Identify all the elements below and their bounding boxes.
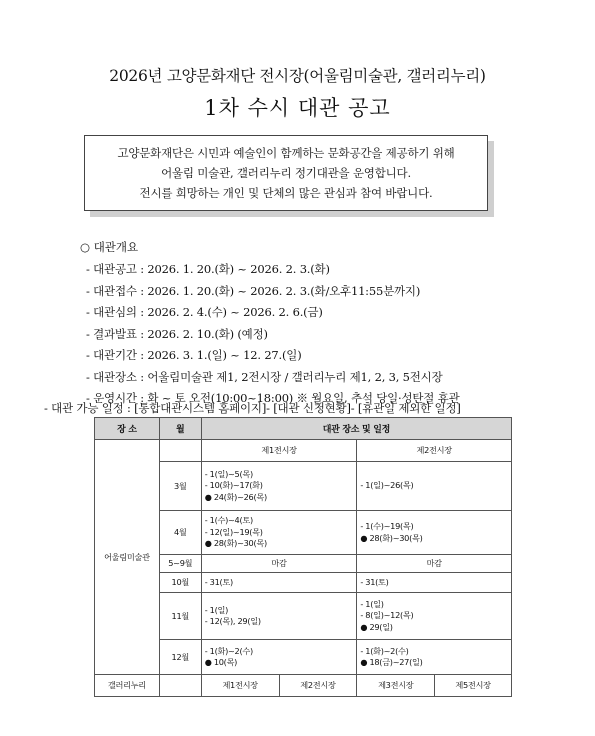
schedule-entry: - 1(수)~19(목) (360, 521, 414, 531)
schedule-entry: - 1(일) (204, 604, 228, 615)
venue-eoullim: 어울림미술관 (95, 440, 160, 675)
hall2-schedule (357, 593, 512, 640)
header-schedule: 대관 장소 및 일정 (201, 418, 511, 440)
hall1-schedule (201, 573, 357, 593)
schedule-entry: ● 24(화)~26(목) (204, 491, 267, 502)
schedule-entry: - 1(일)~5(목) (204, 468, 253, 479)
schedule-entry: - 1(일)~26(목) (360, 480, 414, 491)
header-month: 월 (159, 418, 201, 440)
hall1-closed: 마감 (201, 555, 357, 573)
notice-box (84, 135, 488, 211)
schedule-entry: - 8(일)~12(목) (360, 610, 414, 621)
nuri-hall: 제5전시장 (435, 675, 512, 697)
nuri-hall: 제2전시장 (279, 675, 357, 697)
schedule-entry: ● 10(목) (204, 657, 238, 667)
overview-heading: ○ 대관개요 (80, 240, 139, 254)
header-place: 장 소 (95, 418, 160, 440)
schedule-entry: - 10(화)~17(화) (204, 480, 263, 491)
schedule-note: - 대관 가능 일정 : [통합대관시스템 홈페이지]- [대관 신청현황]- [휴관일 제외한 일정] (44, 401, 461, 415)
month-cell: 10월 (159, 573, 201, 593)
notice-line: 전시를 희망하는 개인 및 단체의 많은 관심과 참여 바랍니다. (139, 186, 433, 200)
month-cell: 11월 (159, 593, 201, 640)
overview-item: - 대관기간 : 2026. 3. 1.(일) ~ 12. 27.(일) (86, 348, 302, 362)
venue-gallery-nuri: 갤러리누리 (95, 675, 160, 697)
schedule-entry: - 1(일) (360, 598, 384, 609)
overview-item: - 대관심의 : 2026. 2. 4.(수) ~ 2026. 2. 6.(금) (86, 305, 323, 319)
hall2-schedule (357, 573, 512, 593)
nuri-hall: 제3전시장 (357, 675, 435, 697)
hall2-schedule (357, 640, 512, 675)
hall1-schedule (201, 593, 357, 640)
schedule-table (94, 417, 512, 697)
schedule-entry: ● 28(화)~30(목) (204, 538, 267, 549)
schedule-entry: - 1(화)~2(수) (204, 645, 253, 656)
hall2-schedule (357, 462, 512, 511)
overview-list (86, 261, 460, 412)
hall2-schedule (357, 511, 512, 555)
schedule-entry: ● 29(일) (360, 621, 393, 632)
empty-cell (159, 675, 201, 697)
nuri-hall: 제1전시장 (201, 675, 279, 697)
overview-item: - 대관장소 : 어울림미술관 제1, 2전시장 / 갤러리누리 제1, 2, 3, 5전시장 (86, 369, 443, 384)
month-cell: 4월 (159, 511, 201, 555)
page-title-line2: 1차 수시 대관 공고 (204, 96, 391, 120)
overview-item: - 결과발표 : 2026. 2. 10.(화) (예정) (86, 326, 268, 341)
month-cell: 3월 (159, 462, 201, 511)
page-title-line1: 2026년 고양문화재단 전시장(어울림미술관, 갤러리누리) (109, 67, 486, 85)
month-cell: 12월 (159, 640, 201, 675)
schedule-entry: - 12(목), 29(일) (204, 616, 261, 626)
schedule-entry: - 1(수)~4(토) (204, 515, 253, 526)
overview-item: - 대관접수 : 2026. 1. 20.(화) ~ 2026. 2. 3.(화/오후11:55분까지) (86, 283, 421, 298)
overview-item: - 대관공고 : 2026. 1. 20.(화) ~ 2026. 2. 3.(화) (86, 262, 330, 276)
hall2-closed: 마감 (357, 555, 512, 573)
schedule-entry: - 1(화)~2(수) (360, 645, 409, 656)
schedule-entry: ● 18(금)~27(일) (360, 657, 423, 667)
hall1-schedule (201, 511, 357, 555)
hall1-schedule (201, 462, 357, 511)
notice-line: 고양문화재단은 시민과 예술인이 함께하는 문화공간을 제공하기 위해 (117, 146, 455, 160)
schedule-entry: - 31(토) (360, 576, 389, 587)
schedule-entry: - 12(일)~19(목) (204, 526, 263, 537)
empty-cell (159, 440, 201, 462)
hall1-header: 제1전시장 (201, 440, 357, 462)
hall2-header: 제2전시장 (357, 440, 512, 462)
schedule-entry: ● 28(화)~30(목) (360, 532, 423, 543)
hall1-schedule (201, 640, 357, 675)
overview-item: - 운영시간 : 화 ~ 토 오전(10:00~18:00) ※ 월요일, 추석 당일·성탄절 휴관 (86, 391, 460, 405)
notice-line: 어울림 미술관, 갤러리누리 정기대관을 운영합니다. (161, 166, 411, 180)
month-cell: 5~9월 (159, 555, 201, 573)
schedule-entry: - 31(토) (204, 576, 233, 587)
